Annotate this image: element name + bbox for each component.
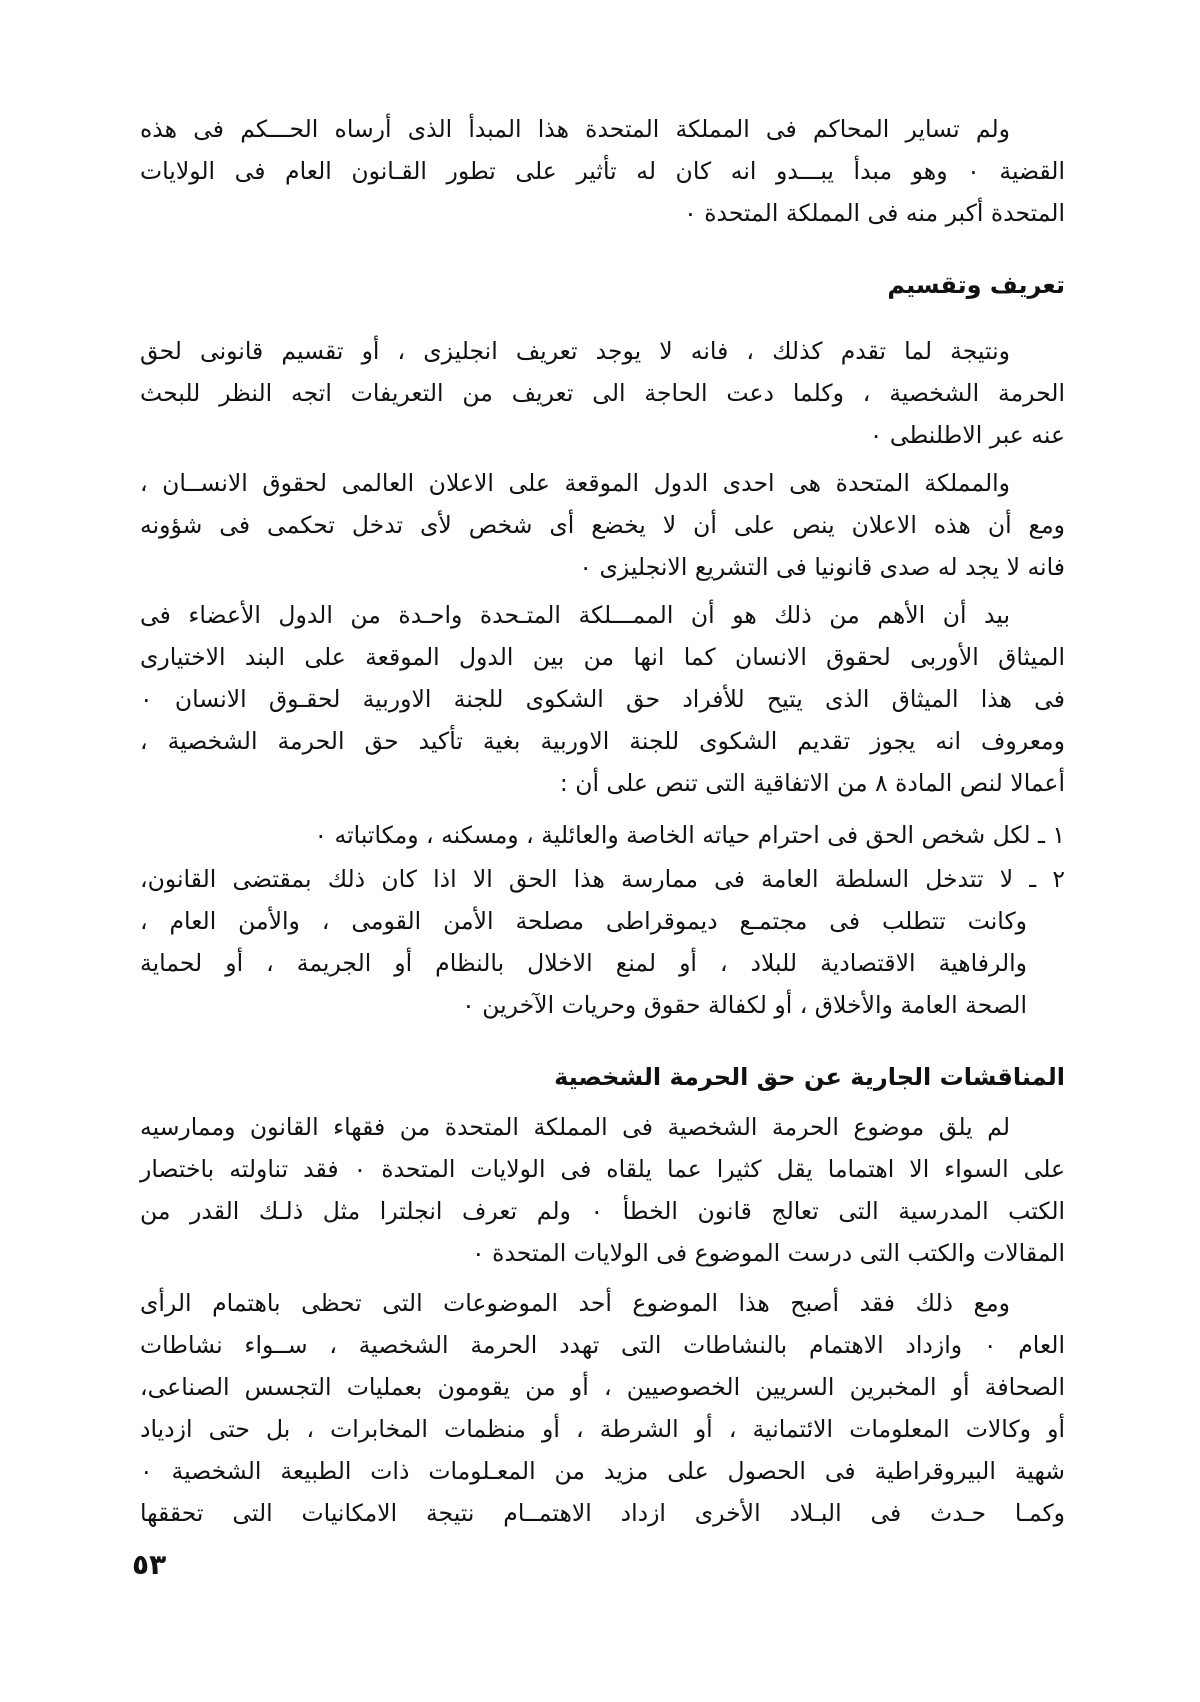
text-line: بيد أن الأهم من ذلك هو أن الممـــلكة المتـحدة واحـدة من الدول الأعضاء فى xyxy=(140,601,1010,629)
text-line: شهية البيروقراطية فى الحصول على مزيد من المعـلومات ذات الطبيعة الشخصية ٠ xyxy=(140,1457,1065,1485)
text-line: القضية ٠ وهو مبدأ يبـــدو انه كان له تأثير على تطور القـانون العام فى الولايات xyxy=(140,157,1065,185)
text-line: وكمـا حـدث فى البـلاد الأخرى ازداد الاهتمــام نتيجة الامكانيات التى تحققها xyxy=(140,1499,1065,1527)
section-heading-definition: تعريف وتقسيم xyxy=(887,271,1065,299)
paragraph-4 xyxy=(140,594,1065,804)
text-line: العام ٠ وازداد الاهتمام بالنشاطات التى تهدد الحرمة الشخصية ، ســواء نشاطات xyxy=(140,1331,1065,1359)
text-line: فى هذا الميثاق الذى يتيح للأفراد حق الشكوى للجنة الاوربية لحقـوق الانسان ٠ xyxy=(140,685,1065,713)
paragraph-3 xyxy=(140,462,1065,588)
text-line: ومع أن هذه الاعلان ينص على أن لا يخضع أى شخص لأى تدخل تحكمى فى شؤونه xyxy=(140,511,1065,539)
text-line: أعمالا لنص المادة ٨ من الاتفاقية التى تنص على أن : xyxy=(559,769,1065,797)
text-line: الميثاق الأوربى لحقوق الانسان كما انها من بين الدول الموقعة على البند الاختيارى xyxy=(140,643,1065,671)
text-line: الحرمة الشخصية ، وكلما دعت الحاجة الى تعريف من التعريفات اتجه النظر للبحث xyxy=(140,379,1065,407)
text-line: الكتب المدرسية التى تعالج قانون الخطأ ٠ ولم تعرف انجلترا مثل ذلـك القدر من xyxy=(140,1197,1066,1225)
text-line: الصحة العامة والأخلاق ، أو لكفالة حقوق وحريات الآخرين ٠ xyxy=(462,991,1027,1019)
text-line: والمملكة المتحدة هى احدى الدول الموقعة على الاعلان العالمى لحقوق الانســان ، xyxy=(140,469,1010,497)
text-line: على السواء الا اهتماما يقل كثيرا عما يلقاه فى الولايات المتحدة ٠ فقد تناولته باختصار xyxy=(140,1155,1065,1183)
text-line: لم يلق موضوع الحرمة الشخصية فى المملكة المتحدة من فقهاء القانون وممارسيه xyxy=(140,1113,1010,1141)
text-line: وكانت تتطلب فى مجتمـع ديموقراطى مصلحة الأمن القومى ، والأمن العام ، xyxy=(140,907,1027,935)
text-line: ولم تساير المحاكم فى المملكة المتحدة هذا المبدأ الذى أرساه الحـــكم فى هذه xyxy=(140,115,1010,143)
text-line: ومع ذلك فقد أصبح هذا الموضوع أحد الموضوعات التى تحظى باهتمام الرأى xyxy=(140,1289,1010,1317)
page-content xyxy=(140,108,1065,1534)
page-number: ٥٣ xyxy=(132,1548,167,1581)
text-line: المتحدة أكبر منه فى المملكة المتحدة ٠ xyxy=(684,199,1065,227)
text-line: أو وكالات المعلومات الائتمانية ، أو الشرطة ، أو منظمات المخابرات ، بل حتى ازدياد xyxy=(140,1415,1065,1443)
text-line: الصحافة أو المخبرين السريين الخصوصيين ، أو من يقومون بعمليات التجسس الصناعى، xyxy=(140,1373,1065,1401)
list-item-2 xyxy=(140,858,1065,1026)
paragraph-6 xyxy=(140,1282,1065,1534)
text-line: عنه عبر الاطلنطى ٠ xyxy=(869,421,1065,449)
text-line: ٢ ـ لا تتدخل السلطة العامة فى ممارسة هذا الحق الا اذا كان ذلك بمقتضى القانون، xyxy=(140,865,1065,893)
list-item-1 xyxy=(140,814,1065,856)
section-heading-discussions: المناقشات الجارية عن حق الحرمة الشخصية xyxy=(554,1063,1065,1091)
text-line: فانه لا يجد له صدى قانونيا فى التشريع الانجليزى ٠ xyxy=(579,553,1065,581)
paragraph-2 xyxy=(140,330,1065,456)
paragraph-5 xyxy=(140,1106,1065,1274)
text-line: ونتيجة لما تقدم كذلك ، فانه لا يوجد تعريف انجليزى ، أو تقسيم قانونى لحق xyxy=(140,337,1010,365)
text-line: المقالات والكتب التى درست الموضوع فى الولايات المتحدة ٠ xyxy=(472,1239,1065,1267)
paragraph-1 xyxy=(140,108,1065,234)
text-line: ومعروف انه يجوز تقديم الشكوى للجنة الاوربية بغية تأكيد حق الحرمة الشخصية ، xyxy=(140,727,1065,755)
text-line: ١ ـ لكل شخص الحق فى احترام حياته الخاصة والعائلية ، ومسكنه ، ومكاتباته ٠ xyxy=(314,821,1065,849)
text-line: والرفاهية الاقتصادية للبلاد ، أو لمنع الاخلال بالنظام أو الجريمة ، أو لحماية xyxy=(140,949,1027,977)
